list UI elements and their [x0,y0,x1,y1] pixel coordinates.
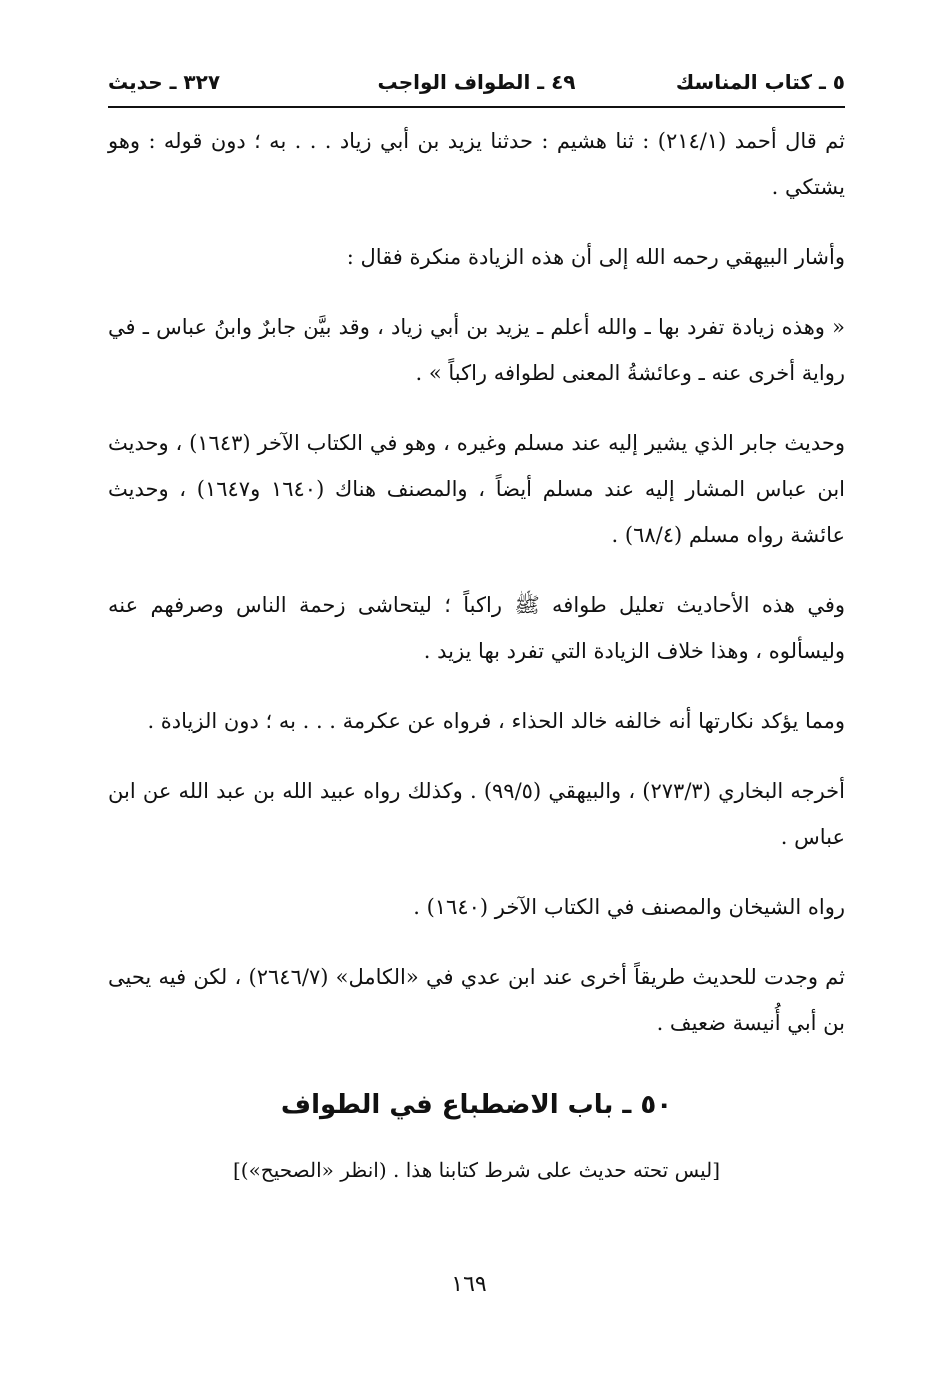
header-chapter-title: ٤٩ ـ الطواف الواجب [377,70,576,94]
paragraph-2: وأشار البيهقي رحمه الله إلى أن هذه الزيادة منكرة فقال : [346,245,845,269]
paragraph-6: ومما يؤكد نكارتها أنه خالفه خالد الحذاء ، فرواه عن عكرمة . . . به ؛ دون الزيادة . [147,709,845,733]
header-book-title: ٥ ـ كتاب المناسك [675,70,845,94]
page-number: ١٦٩ [451,1272,487,1297]
paragraph-9: ثم وجدت للحديث طريقاً أخرى عند ابن عدي في «الكامل» (٢٦٤٦/٧) ، لكن فيه يحيى بن أبي أُنيسة ضعيف . [108,965,846,1035]
section-heading: ٥٠ ـ باب الاضطباع في الطواف [280,1090,673,1120]
paragraph-5: وفي هذه الأحاديث تعليل طوافه ﷺ راكباً ؛ ليتحاشى زحمة الناس وصرفهم عنه وليسألوه ، وهذا خلاف الزيادة التي تفرد بها يزيد . [108,593,845,663]
paragraph-3: « وهذه زيادة تفرد بها ـ والله أعلم ـ يزيد بن أبي زياد ، وقد بيَّن جابرٌ وابنُ عباس ـ في رواية أخرى عنه ـ وعائشةُ المعنى لطوافه راكباً » . [108,315,845,385]
main-text [108,118,845,1070]
section-note: [ليس تحته حديث على شرط كتابنا هذا . (انظر «الصحيح»)] [232,1158,721,1182]
paragraph-1: ثم قال أحمد (٢١٤/١) : ثنا هشيم : حدثنا يزيد بن أبي زياد . . . به ؛ دون قوله : وهو يشتكي . [108,129,845,199]
paragraph-4: وحديث جابر الذي يشير إليه عند مسلم وغيره ، وهو في الكتاب الآخر (١٦٤٣) ، وحديث ابن عباس المشار إليه عند مسلم أيضاً ، والمصنف هناك (١٦٤٠ و١٦٤٧) ، وحديث عائشة رواه مسلم (٦٨/٤) . [108,431,845,547]
running-header [108,62,845,108]
header-hadith-number: ٣٢٧ ـ حديث [108,70,221,94]
paragraph-7: أخرجه البخاري (٢٧٣/٣) ، والبيهقي (٩٩/٥) . وكذلك رواه عبيد الله بن عبد الله عن ابن عباس . [108,779,845,849]
paragraph-8: رواه الشيخان والمصنف في الكتاب الآخر (١٦٤٠) . [413,895,845,919]
